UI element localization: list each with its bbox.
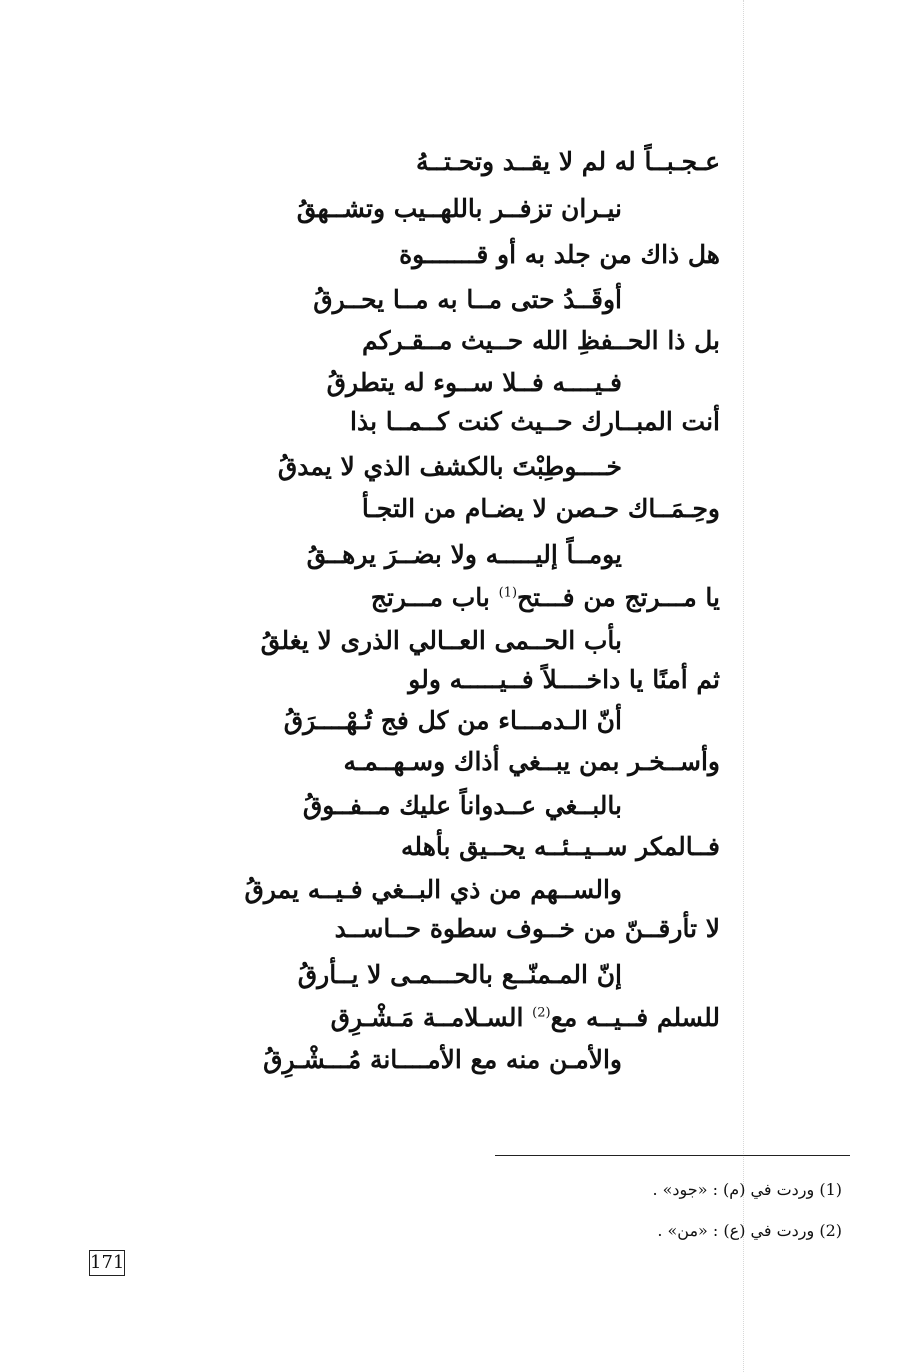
verse-line: إنّ المـمنّــع بالحـــمـى لا يــأرقُ	[297, 960, 622, 989]
footnote: (2) وردت في (ع) : «من» .	[657, 1221, 842, 1240]
verse-line: وأســخـر بمن يبــغي أذاك وسـهــمـه	[343, 747, 720, 776]
verse-line: عـجـبــاً له لم لا يقــد وتحـتــهُ	[415, 147, 720, 176]
verse-line: أنت المبــارك حــيث كنت كــمــا بذا	[350, 407, 720, 436]
footnote-marker: (2)	[532, 1005, 551, 1021]
verse-line: أنّ الـدمـــاء من كل فج تُـهْــــرَقُ	[283, 706, 622, 735]
verse-fragment: السـلامــة مَـشْـرِق	[330, 1003, 524, 1032]
verse-line: خــــوطِبْتَ بالكشف الذي لا يمدقُ	[277, 452, 622, 481]
verse-line: أوقَــدُ حتى مــا به مــا يحــرقُ	[313, 285, 622, 314]
footnote-divider	[495, 1155, 850, 1156]
page-number: 171	[89, 1250, 125, 1276]
verse-line: وحِـمَــاك حـصن لا يضـام من التجـأ	[361, 494, 720, 523]
verse-line: بل ذا الحــفظِ الله حــيث مــقـركم	[362, 326, 720, 355]
footnote: (1) وردت في (م) : «جود» .	[652, 1180, 842, 1199]
verse-line: هل ذاك من جلد به أو قـــــــوة	[399, 240, 720, 269]
verse-line: والأمـن منه مع الأمــــانة مُـــشْـرِقُ	[263, 1045, 622, 1074]
verse-fragment: باب مـــرتج	[370, 583, 490, 612]
verse-line: بالبــغي عــدواناً عليك مــفــوقُ	[302, 791, 622, 820]
verse-line: ثم أمنًا يا داخــــلاً فــيـــــه ولو	[408, 665, 720, 694]
verse-line: والســهم من ذي البــغي فـيــه يمرقُ	[244, 875, 622, 904]
verse-line: لا تأرقــنّ من خــوف سطوة حــاســد	[334, 914, 720, 943]
verse-line: بأب الحــمى العــالي الذرى لا يغلقُ	[260, 626, 622, 655]
verse-line: فــالمكر ســيــئــه يحــيق بأهله	[401, 832, 720, 861]
verse-line-with-footnote	[371, 583, 720, 613]
verse-line: فـيــــه فــلا ســوء له يتطرقُ	[326, 368, 622, 397]
footnote-marker: (1)	[498, 585, 518, 601]
verse-line: يومــاً إليـــــه ولا بضــرَ يرهــقُ	[306, 540, 622, 569]
verse-line: نيـران تزفــر باللهــيب وتشــهقُ	[296, 194, 622, 223]
verse-fragment: للسلم فــيــه مع	[550, 1003, 720, 1032]
verse-line-with-footnote	[331, 1003, 720, 1033]
verse-fragment: يا مـــرتج من فـــتح	[517, 583, 720, 612]
